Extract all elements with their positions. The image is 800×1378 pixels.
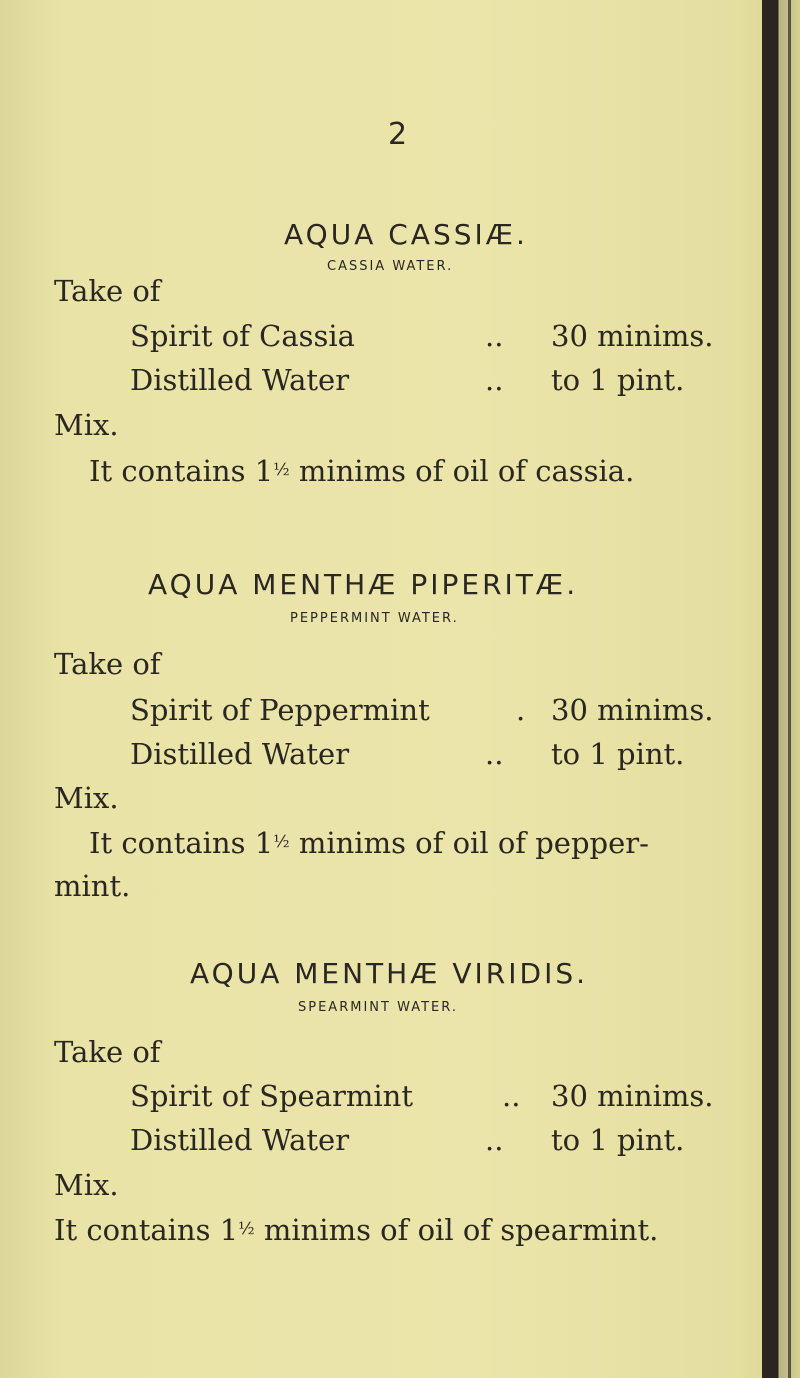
ingredient-quantity: 30 minims. xyxy=(551,693,714,727)
recipe-note-continuation: mint. xyxy=(54,869,131,903)
note-text: It contains 1 xyxy=(89,454,274,488)
mix-instruction: Mix. xyxy=(54,1168,119,1202)
ingredient-name: Distilled Water xyxy=(130,1123,350,1157)
recipe-subtitle: SPEARMINT WATER. xyxy=(298,1000,458,1015)
ingredient-quantity: to 1 pint. xyxy=(551,737,685,771)
dot-leader: . xyxy=(516,693,526,727)
dot-leader: .. xyxy=(485,737,504,771)
recipe-note xyxy=(89,454,635,488)
recipe-note xyxy=(54,1213,659,1247)
ingredient-name: Spirit of Cassia xyxy=(130,319,355,353)
page-number: 2 xyxy=(388,117,408,152)
book-gutter xyxy=(762,0,800,1378)
take-of-label: Take of xyxy=(54,1035,161,1069)
fraction: ½ xyxy=(273,460,290,480)
ingredient-name: Distilled Water xyxy=(130,737,350,771)
ingredient-name: Spirit of Peppermint xyxy=(130,693,430,727)
ingredient-quantity: 30 minims. xyxy=(551,319,714,353)
note-text: minims of oil of spearmint. xyxy=(254,1213,659,1247)
note-text: minims of oil of cassia. xyxy=(289,454,635,488)
note-text: minims of oil of pepper- xyxy=(289,826,649,860)
recipe-note xyxy=(89,826,649,860)
fraction: ½ xyxy=(273,832,290,852)
recipe-title: AQUA CASSIÆ. xyxy=(284,218,528,251)
ingredient-name: Spirit of Spearmint xyxy=(130,1079,413,1113)
dot-leader: .. xyxy=(485,319,504,353)
take-of-label: Take of xyxy=(54,647,161,681)
ingredient-name: Distilled Water xyxy=(130,363,350,397)
note-text: It contains 1 xyxy=(89,826,274,860)
note-text: It contains 1 xyxy=(54,1213,239,1247)
recipe-subtitle: PEPPERMINT WATER. xyxy=(290,611,459,626)
ingredient-quantity: 30 minims. xyxy=(551,1079,714,1113)
recipe-title: AQUA MENTHÆ VIRIDIS. xyxy=(190,957,588,990)
dot-leader: .. xyxy=(485,363,504,397)
ingredient-quantity: to 1 pint. xyxy=(551,363,685,397)
mix-instruction: Mix. xyxy=(54,408,119,442)
fraction: ½ xyxy=(238,1219,255,1239)
dot-leader: .. xyxy=(485,1123,504,1157)
gutter-edge-line xyxy=(788,0,791,1378)
recipe-title: AQUA MENTHÆ PIPERITÆ. xyxy=(148,568,579,601)
take-of-label: Take of xyxy=(54,274,161,308)
ingredient-quantity: to 1 pint. xyxy=(551,1123,685,1157)
mix-instruction: Mix. xyxy=(54,781,119,815)
recipe-subtitle: CASSIA WATER. xyxy=(327,259,454,274)
dot-leader: .. xyxy=(502,1079,521,1113)
